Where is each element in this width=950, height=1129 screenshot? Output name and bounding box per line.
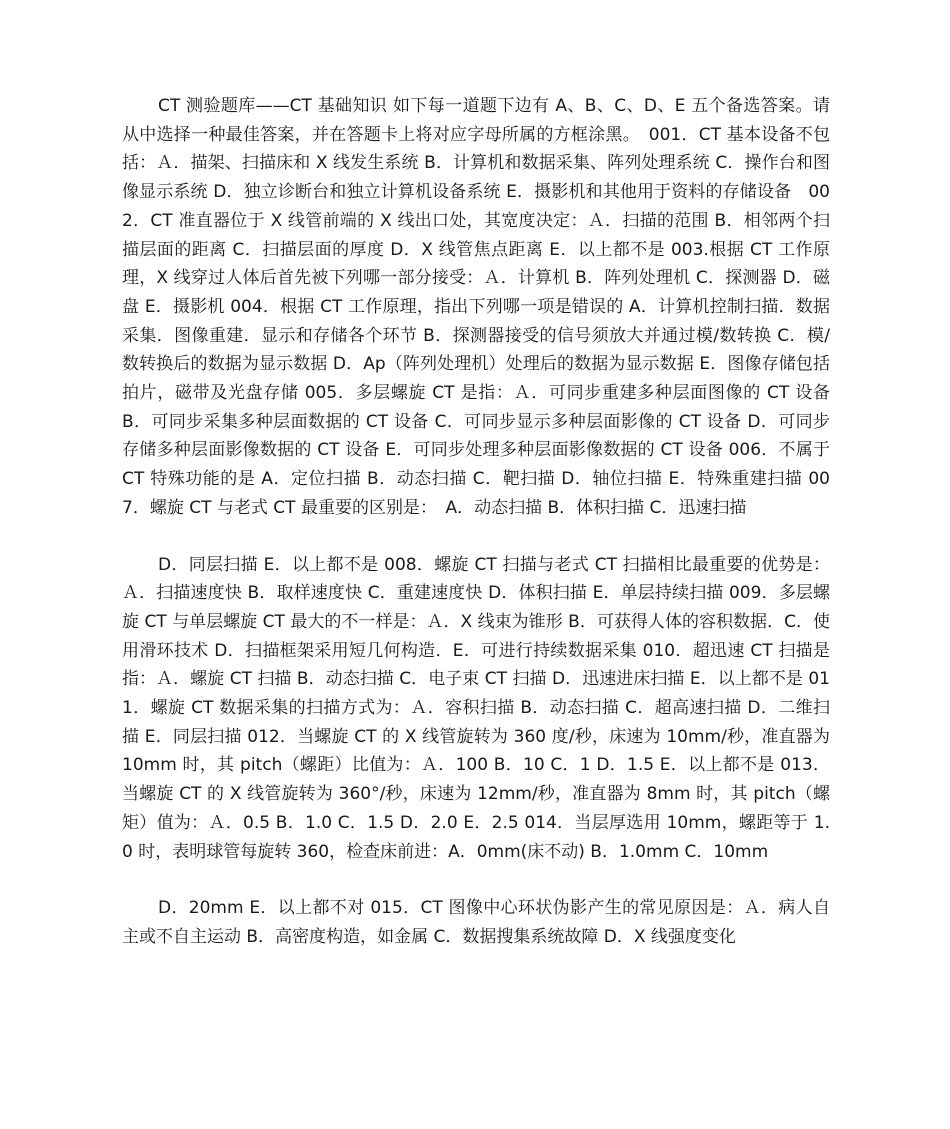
paragraph-3: D．20mm E．以上都不对 015．CT 图像中心环状伪影产生的常见原因是：Ａ．病人自主或不自主运动 B．高密度构造，如金属 C．数据搜集系统故障 D．X 线强度变化 [122, 898, 830, 947]
paragraph-1: CT 测验题库——CT 基础知识 如下每一道题下边有 A、B、C、D、E 五个备选答案。请从中选择一种最佳答案，并在答题卡上将对应字母所属的方框涂黑。 001．CT 基本设备不包括：Ａ．描架、扫描床和 X 线发生系统 B．计算机和数据采集、阵列处理系统 C．操作台和图像显示系统 D．独立诊断台和独立计算机设备系统 E．摄影机和其他用于资料的存储设备 002．CT 准直器位于 X 线管前端的 X 线出口处，其宽度决定：Ａ．扫描的范围 B．相邻两个扫描层面的距离 C．扫描层面的厚度 D．X 线管焦点距离 E．以上都不是 003.根据 CT 工作原理，X 线穿过人体后首先被下列哪一部分接受：Ａ．计算机 B．阵列处理机 C．探测器 D．磁盘 E．摄影机 004．根据 CT 工作原理，指出下列哪一项是错误的 A．计算机控制扫描．数据采集．图像重建．显示和存储各个环节 B．探测器接受的信号须放大并通过模/数转换 C．模/数转换后的数据为显示数据 D．Ap（阵列处理机）处理后的数据为显示数据 E．图像存储包括拍片，磁带及光盘存储 005．多层螺旋 CT 是指：Ａ．可同步重建多种层面图像的 CT 设备 B．可同步采集多种层面数据的 CT 设备 C．可同步显示多种层面影像的 CT 设备 D．可同步存储多种层面影像数据的 CT 设备 E．可同步处理多种层面影像数据的 CT 设备 006．不属于 CT 特殊功能的是 A．定位扫描 B．动态扫描 C．靶扫描 D．轴位扫描 E．特殊重建扫描 007．螺旋 CT 与老式 CT 最重要的区别是： A．动态扫描 B．体积扫描 C．迅速扫描 [122, 96, 830, 518]
paragraph-2: D．同层扫描 E．以上都不是 008．螺旋 CT 扫描与老式 CT 扫描相比最重要的优势是：Ａ．扫描速度快 B．取样速度快 C．重建速度快 D．体积扫描 E．单层持续扫描 009．多层螺旋 CT 与单层螺旋 CT 最大的不一样是：Ａ．X 线束为锥形 B．可获得人体的容积数据．C．使用滑环技术 D．扫描框架采用短几何构造．E．可进行持续数据采集 010．超迅速 CT 扫描是指：Ａ．螺旋 CT 扫描 B．动态扫描 C．电子束 CT 扫描 D．迅速进床扫描 E．以上都不是 011．螺旋 CT 数据采集的扫描方式为：Ａ．容积扫描 B．动态扫描 C．超高速扫描 D．二维扫描 E．同层扫描 012．当螺旋 CT 的 X 线管旋转为 360 度/秒，床速为 10mm/秒，准直器为 10mm 时，其 pitch（螺距）比值为：Ａ．100 B．10 C．1 D．1.5 E．以上都不是 013．当螺旋 CT 的 X 线管旋转为 360°/秒，床速为 12mm/秒，准直器为 8mm 时，其 pitch（螺矩）值为：Ａ．0.5 B．1.0 C．1.5 D．2.0 E．2.5 014．当层厚选用 10mm，螺距等于 1.0 时，表明球管每旋转 360，检查床前进：A．0mm(床不动) B．1.0mm C．10mm [122, 554, 830, 862]
document-page [122, 92, 830, 952]
